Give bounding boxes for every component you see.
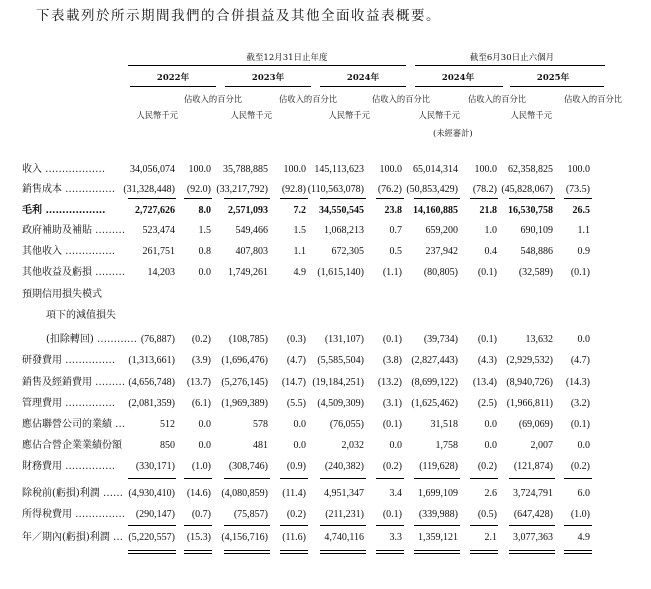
amount-cell: 14,160,885	[413, 205, 458, 216]
amount-cell: 62,358,825	[508, 164, 553, 175]
percent-cell: (0.2)	[191, 334, 211, 345]
amount-cell: (4,156,716)	[221, 532, 268, 543]
total-rule	[184, 553, 212, 554]
total-rule	[414, 525, 460, 526]
percent-cell: 1.0	[484, 225, 497, 236]
percent-cell: 1.1	[577, 225, 590, 236]
amount-cell: (1,966,811)	[506, 398, 553, 409]
unit-label-3: 人民幣千元	[328, 110, 370, 120]
percent-cell: (14.3)	[565, 377, 590, 388]
table-row	[0, 306, 651, 325]
amount-cell: 1,699,109	[418, 488, 458, 499]
row-label: 所得稅費用 ……………	[22, 509, 126, 520]
percent-cell: (0.1)	[382, 419, 402, 430]
total-rule	[509, 525, 555, 526]
amount-cell: (80,805)	[423, 267, 458, 278]
table-row	[0, 394, 651, 413]
total-rule	[320, 550, 366, 551]
table-row	[0, 351, 651, 370]
pct-label-5: 佔收入的百分比	[564, 94, 623, 104]
percent-cell: (14.7)	[281, 377, 306, 388]
percent-cell: (11.6)	[282, 532, 306, 543]
amount-cell: 512	[160, 419, 175, 430]
percent-cell: (4.3)	[477, 355, 497, 366]
total-rule	[470, 550, 498, 551]
percent-cell: (0.1)	[382, 334, 402, 345]
amount-cell: (5,585,504)	[317, 355, 364, 366]
group-rule-fiscal	[128, 65, 406, 66]
amount-cell: 13,632	[525, 334, 553, 345]
percent-cell: 1.5	[293, 225, 306, 236]
total-rule	[128, 550, 176, 551]
row-label: 收入 ………………	[22, 164, 106, 175]
amount-cell: 2,727,626	[135, 205, 175, 216]
amount-cell: (330,171)	[135, 461, 175, 472]
amount-cell: 407,803	[235, 246, 268, 257]
amount-cell: 4,740,116	[324, 532, 364, 543]
amount-cell: (308,746)	[228, 461, 268, 472]
table-row	[0, 436, 651, 455]
row-label: 其他收入 ……………	[22, 246, 116, 257]
total-rule	[470, 198, 498, 199]
group-rule-six-months	[415, 65, 605, 66]
percent-cell: (0.1)	[382, 509, 402, 520]
percent-cell: (0.2)	[477, 461, 497, 472]
total-rule	[509, 478, 555, 479]
percent-cell: 0.0	[293, 419, 306, 430]
year-2024-h1: 2024年	[441, 73, 475, 83]
pct-label-4: 佔收入的百分比	[468, 94, 527, 104]
percent-cell: 0.0	[198, 267, 211, 278]
percent-cell: 0.0	[484, 419, 497, 430]
percent-cell: 0.5	[389, 246, 402, 257]
total-rule	[184, 198, 212, 199]
total-rule	[376, 478, 404, 479]
amount-cell: 34,550,545	[319, 205, 364, 216]
total-rule	[376, 553, 404, 554]
amount-cell: (108,785)	[228, 334, 268, 345]
table-row	[0, 160, 651, 179]
amount-cell: 237,942	[425, 246, 458, 257]
unit-label-5: 人民幣千元	[510, 110, 552, 120]
amount-cell: 578	[253, 419, 268, 430]
total-rule	[470, 525, 498, 526]
percent-cell: 4.9	[293, 267, 306, 278]
total-rule	[320, 525, 366, 526]
percent-cell: (1.1)	[382, 267, 402, 278]
percent-cell: (76.2)	[377, 184, 402, 195]
amount-cell: 34,056,074	[130, 164, 175, 175]
unit-label-1: 人民幣千元	[136, 110, 178, 120]
percent-cell: (5.5)	[286, 398, 306, 409]
year-2023: 2023年	[251, 73, 285, 83]
total-rule	[564, 198, 592, 199]
row-label: 應佔聯營公司的業績 …	[22, 419, 126, 430]
amount-cell: 145,113,623	[314, 164, 364, 175]
total-rule	[184, 550, 212, 551]
percent-cell: (92.8)	[281, 184, 306, 195]
year-2025-h1: 2025年	[536, 73, 570, 83]
percent-cell: (78.2)	[472, 184, 497, 195]
total-rule	[320, 198, 366, 199]
table-row	[0, 263, 651, 282]
amount-cell: (110,563,078)	[307, 184, 364, 195]
intro-text: 下表載列於所示期間我們的合併損益及其他全面收益表概要。	[36, 8, 441, 24]
amount-cell: (75,857)	[233, 509, 268, 520]
amount-cell: (647,428)	[513, 509, 553, 520]
amount-cell: 16,530,758	[508, 205, 553, 216]
percent-cell: (0.2)	[570, 461, 590, 472]
percent-cell: 0.0	[198, 440, 211, 451]
total-rule	[280, 198, 308, 199]
amount-cell: (5,220,557)	[128, 532, 175, 543]
amount-cell: (2,929,532)	[506, 355, 553, 366]
amount-cell: 35,788,885	[223, 164, 268, 175]
total-rule	[564, 525, 592, 526]
percent-cell: 0.4	[484, 246, 497, 257]
table-row	[0, 330, 651, 349]
percent-cell: (13.2)	[377, 377, 402, 388]
percent-cell: 2.1	[484, 532, 497, 543]
percent-cell: 1.5	[198, 225, 211, 236]
table-row	[0, 285, 651, 304]
row-label: 其他收益及虧損 ………	[22, 267, 126, 278]
amount-cell: 2,571,093	[228, 205, 268, 216]
percent-cell: (11.4)	[282, 488, 306, 499]
amount-cell: (131,107)	[324, 334, 364, 345]
total-rule	[564, 478, 592, 479]
amount-cell: 548,886	[520, 246, 553, 257]
row-label: 財務費用 ……………	[22, 461, 116, 472]
amount-cell: (211,231)	[325, 509, 364, 520]
total-rule	[376, 525, 404, 526]
table-row	[0, 373, 651, 392]
total-rule	[414, 553, 460, 554]
percent-cell: 0.0	[484, 440, 497, 451]
percent-cell: 100.0	[283, 164, 306, 175]
amount-cell: (1,696,476)	[221, 355, 268, 366]
total-rule	[224, 198, 270, 199]
table-row	[0, 242, 651, 261]
total-rule	[376, 198, 404, 199]
total-rule	[280, 525, 308, 526]
percent-cell: (1.0)	[191, 461, 211, 472]
amount-cell: (19,184,251)	[312, 377, 364, 388]
percent-cell: 1.1	[293, 246, 306, 257]
amount-cell: 4,951,347	[324, 488, 364, 499]
percent-cell: 0.8	[198, 246, 211, 257]
total-rule	[470, 478, 498, 479]
group-header-six-months: 截至6月30日止六個月	[469, 53, 555, 63]
amount-cell: (4,509,309)	[317, 398, 364, 409]
percent-cell: (0.1)	[477, 334, 497, 345]
percent-cell: 0.0	[293, 440, 306, 451]
amount-cell: (8,940,726)	[506, 377, 553, 388]
row-label: 研發費用 ……………	[22, 355, 116, 366]
percent-cell: 7.2	[293, 205, 306, 216]
percent-cell: 0.0	[198, 419, 211, 430]
amount-cell: 3,077,363	[513, 532, 553, 543]
year-rule-5	[510, 86, 604, 87]
total-rule	[320, 553, 366, 554]
amount-cell: (76,055)	[329, 419, 364, 430]
amount-cell: (4,930,410)	[128, 488, 175, 499]
amount-cell: 850	[160, 440, 175, 451]
amount-cell: (50,853,429)	[406, 184, 458, 195]
total-rule	[414, 550, 460, 551]
percent-cell: 2.6	[484, 488, 497, 499]
amount-cell: (4,080,859)	[221, 488, 268, 499]
amount-cell: 1,749,261	[228, 267, 268, 278]
percent-cell: 3.4	[389, 488, 402, 499]
amount-cell: 523,474	[142, 225, 175, 236]
total-rule	[509, 198, 555, 199]
row-label: (扣除轉回) …………	[46, 334, 137, 345]
total-rule	[128, 198, 176, 199]
percent-cell: (14.6)	[186, 488, 211, 499]
percent-cell: (3.8)	[382, 355, 402, 366]
pct-label-2: 佔收入的百分比	[279, 94, 338, 104]
amount-cell: (119,628)	[419, 461, 458, 472]
percent-cell: 4.9	[577, 532, 590, 543]
year-rule-3	[320, 86, 406, 87]
percent-cell: 0.0	[389, 440, 402, 451]
percent-cell: (0.3)	[286, 334, 306, 345]
row-label: 應佔合營企業業績份額	[22, 440, 122, 451]
amount-cell: (32,589)	[518, 267, 553, 278]
amount-cell: (1,615,140)	[317, 267, 364, 278]
table-row	[0, 415, 651, 434]
percent-cell: (92.0)	[186, 184, 211, 195]
group-header-fiscal-years: 截至12月31日止年度	[246, 53, 328, 63]
table-row	[0, 221, 651, 240]
percent-cell: 100.0	[567, 164, 590, 175]
year-rule-2	[225, 86, 311, 87]
total-rule	[128, 553, 176, 554]
total-rule	[280, 553, 308, 554]
pct-label-1: 佔收入的百分比	[184, 94, 243, 104]
total-rule	[128, 478, 176, 479]
row-label: 銷售及經銷費用 ………	[22, 377, 126, 388]
year-2022: 2022年	[156, 73, 190, 83]
amount-cell: (2,081,359)	[128, 398, 175, 409]
percent-cell: (73.5)	[565, 184, 590, 195]
percent-cell: 100.0	[379, 164, 402, 175]
amount-cell: (1,313,661)	[128, 355, 175, 366]
total-rule	[376, 550, 404, 551]
percent-cell: (1.0)	[570, 509, 590, 520]
amount-cell: (1,969,389)	[221, 398, 268, 409]
total-rule	[224, 553, 270, 554]
year-rule-1	[130, 86, 216, 87]
row-label: 預期信用損失模式	[22, 289, 102, 300]
total-rule	[224, 550, 270, 551]
amount-cell: 690,109	[520, 225, 553, 236]
amount-cell: 65,014,314	[413, 164, 458, 175]
amount-cell: 549,466	[235, 225, 268, 236]
year-rule-4	[415, 86, 503, 87]
percent-cell: 100.0	[188, 164, 211, 175]
total-rule	[320, 478, 366, 479]
percent-cell: (2.5)	[477, 398, 497, 409]
amount-cell: (121,874)	[513, 461, 553, 472]
pct-label-3: 佔收入的百分比	[372, 94, 431, 104]
row-label: 銷售成本 ……………	[22, 184, 116, 195]
amount-cell: (1,625,462)	[411, 398, 458, 409]
unaudited-note: (未經審計)	[433, 128, 473, 138]
amount-cell: (4,656,748)	[128, 377, 175, 388]
amount-cell: 2,007	[530, 440, 553, 451]
total-rule	[128, 525, 176, 526]
percent-cell: 0.0	[577, 334, 590, 345]
percent-cell: 21.8	[479, 205, 497, 216]
table-row	[0, 528, 651, 547]
total-rule	[280, 478, 308, 479]
total-rule	[564, 553, 592, 554]
amount-cell: 1,068,213	[324, 225, 364, 236]
unit-label-2: 人民幣千元	[230, 110, 272, 120]
percent-cell: (3.2)	[570, 398, 590, 409]
amount-cell: 3,724,791	[513, 488, 553, 499]
amount-cell: (33,217,792)	[216, 184, 268, 195]
total-rule	[280, 550, 308, 551]
row-label: 年／期內(虧損)利潤 …	[22, 532, 123, 543]
amount-cell: 659,200	[425, 225, 458, 236]
total-rule	[509, 553, 555, 554]
year-2024-fy: 2024年	[346, 73, 380, 83]
percent-cell: 6.0	[577, 488, 590, 499]
percent-cell: (13.4)	[472, 377, 497, 388]
total-rule	[184, 525, 212, 526]
percent-cell: (0.5)	[477, 509, 497, 520]
amount-cell: (5,276,145)	[221, 377, 268, 388]
percent-cell: (13.7)	[186, 377, 211, 388]
amount-cell: 1,359,121	[418, 532, 458, 543]
percent-cell: 26.5	[572, 205, 590, 216]
percent-cell: (0.9)	[286, 461, 306, 472]
amount-cell: (45,828,067)	[501, 184, 553, 195]
amount-cell: (8,699,122)	[411, 377, 458, 388]
table-row	[0, 505, 651, 524]
row-label: 管理費用 ……………	[22, 398, 116, 409]
percent-cell: 0.9	[577, 246, 590, 257]
percent-cell: (15.3)	[186, 532, 211, 543]
total-rule	[564, 550, 592, 551]
percent-cell: (0.1)	[570, 419, 590, 430]
amount-cell: (31,328,448)	[123, 184, 175, 195]
percent-cell: (0.1)	[477, 267, 497, 278]
table-row	[0, 484, 651, 503]
amount-cell: (39,734)	[423, 334, 458, 345]
amount-cell: 672,305	[331, 246, 364, 257]
percent-cell: 0.7	[389, 225, 402, 236]
percent-cell: (4.7)	[286, 355, 306, 366]
table-row	[0, 457, 651, 476]
percent-cell: 8.0	[198, 205, 211, 216]
row-label: 政府補助及補貼 ………	[22, 225, 126, 236]
table-row	[0, 201, 651, 220]
total-rule	[224, 525, 270, 526]
percent-cell: 100.0	[474, 164, 497, 175]
total-rule	[470, 553, 498, 554]
percent-cell: (0.1)	[570, 267, 590, 278]
amount-cell: (240,382)	[324, 461, 364, 472]
percent-cell: (3.1)	[382, 398, 402, 409]
percent-cell: 0.0	[577, 440, 590, 451]
amount-cell: 1,758	[435, 440, 458, 451]
unit-label-4: 人民幣千元	[418, 110, 460, 120]
amount-cell: (76,887)	[140, 334, 175, 345]
amount-cell: 481	[253, 440, 268, 451]
amount-cell: 2,032	[341, 440, 364, 451]
percent-cell: (0.7)	[191, 509, 211, 520]
row-label: 項下的減值損失	[46, 310, 116, 321]
table-row	[0, 180, 651, 199]
total-rule	[509, 550, 555, 551]
amount-cell: 14,203	[147, 267, 175, 278]
percent-cell: 23.8	[384, 205, 402, 216]
total-rule	[414, 198, 460, 199]
percent-cell: (4.7)	[570, 355, 590, 366]
amount-cell: (69,069)	[518, 419, 553, 430]
row-label: 除稅前(虧損)利潤 ……	[22, 488, 123, 499]
amount-cell: (339,988)	[418, 509, 458, 520]
percent-cell: (0.2)	[382, 461, 402, 472]
amount-cell: 31,518	[430, 419, 458, 430]
amount-cell: 261,751	[142, 246, 175, 257]
percent-cell: (3.9)	[191, 355, 211, 366]
total-rule	[224, 478, 270, 479]
percent-cell: (0.2)	[286, 509, 306, 520]
total-rule	[414, 478, 460, 479]
amount-cell: (290,147)	[135, 509, 175, 520]
amount-cell: (2,827,443)	[411, 355, 458, 366]
total-rule	[184, 478, 212, 479]
row-label: 毛利 ………………	[22, 205, 106, 216]
percent-cell: (6.1)	[191, 398, 211, 409]
percent-cell: 3.3	[389, 532, 402, 543]
